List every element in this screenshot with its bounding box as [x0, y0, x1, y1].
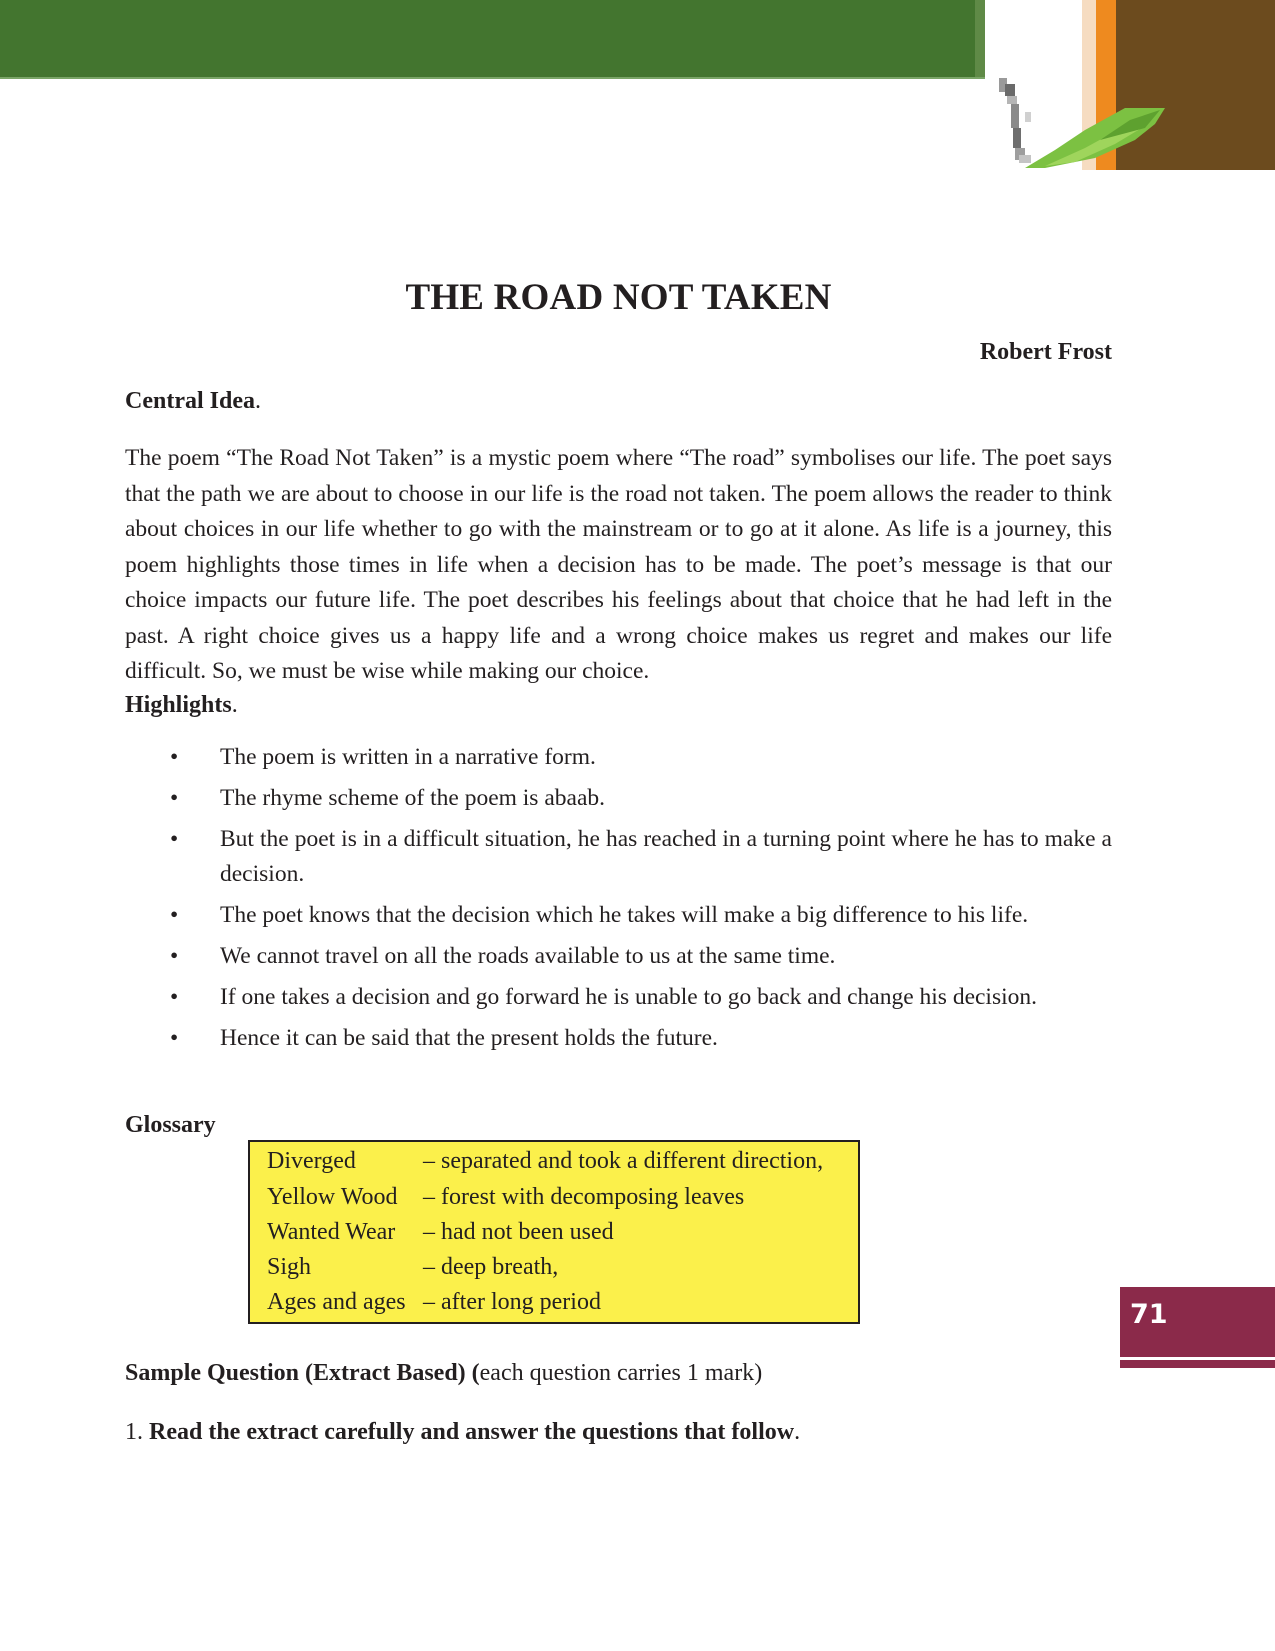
- sprout-leaf-icon: [1025, 108, 1165, 168]
- page-number: 71: [1130, 1299, 1168, 1330]
- list-item-text: But the poet is in a difficult situation, he has reached in a turning point where he has to make a decision.: [220, 826, 1112, 887]
- bullet-icon: •: [170, 826, 179, 852]
- list-item-text: If one takes a decision and go forward he is unable to go back and change his decision.: [220, 984, 1038, 1010]
- list-item: [125, 1021, 1112, 1056]
- glossary-term: Sigh: [267, 1254, 312, 1280]
- page-number-tab: [1120, 1287, 1275, 1357]
- sample-question-bold: Sample Question (Extract Based) (: [125, 1360, 480, 1386]
- list-item: [125, 781, 1112, 816]
- list-item-text: The rhyme scheme of the poem is abaab.: [220, 785, 605, 811]
- header-green-bar: [0, 0, 985, 77]
- page-number-underline: [1120, 1360, 1275, 1368]
- glossary-row: [267, 1184, 744, 1211]
- header-divider-line: [0, 77, 985, 79]
- central-idea-heading-suffix: .: [254, 388, 261, 414]
- glossary-term: Wanted Wear: [267, 1219, 396, 1245]
- list-item: [125, 898, 1112, 933]
- bullet-icon: •: [170, 984, 179, 1010]
- glossary-row: [267, 1219, 614, 1246]
- question-number: 1.: [125, 1419, 149, 1445]
- glossary-term: Ages and ages: [267, 1289, 406, 1315]
- glossary-row: [267, 1148, 823, 1175]
- bullet-icon: •: [170, 785, 179, 811]
- question-instruction: Read the extract carefully and answer the questions that follow: [149, 1419, 795, 1445]
- highlights-heading: [125, 692, 238, 719]
- question-1: [125, 1419, 800, 1446]
- bullet-icon: •: [170, 902, 179, 928]
- list-item: [125, 939, 1112, 974]
- highlights-heading-suffix: .: [231, 692, 238, 718]
- bullet-icon: •: [170, 1025, 179, 1051]
- highlights-list: [125, 740, 1112, 1062]
- glossary-box: [248, 1140, 860, 1324]
- list-item: [125, 740, 1112, 775]
- sprout-stem-icon: [999, 78, 1031, 163]
- list-item-text: Hence it can be said that the present holds the future.: [220, 1025, 718, 1051]
- glossary-definition: – forest with decomposing leaves: [423, 1184, 745, 1210]
- list-item: [125, 980, 1112, 1015]
- author-name: Robert Frost: [979, 339, 1112, 365]
- header-green-bar-edge: [975, 0, 985, 77]
- glossary-definition: – after long period: [423, 1289, 601, 1315]
- question-suffix: .: [794, 1419, 801, 1445]
- glossary-term: Diverged: [267, 1148, 356, 1174]
- list-item-text: The poem is written in a narrative form.: [220, 744, 596, 770]
- central-idea-heading: [125, 388, 261, 415]
- glossary-row: [267, 1254, 558, 1281]
- central-idea-paragraph: The poem “The Road Not Taken” is a mystic poem where “The road” symbolises our life. The poet says that the path we are about to choose in our life is the road not taken. The poem allows the reader to think about choices in our life whether to go with the mainstream or to go at it alone. As life is a journey, this poem highlights those times in life when a decision has to be made. The poet’s message is that our choice impacts our future life. The poet describes his feelings about that choice that he had left in the past. A right choice gives us a happy life and a wrong choice makes us regret and makes our life difficult. So, we must be wise while making our choice.: [125, 445, 1112, 684]
- list-item-text: We cannot travel on all the roads available to us at the same time.: [220, 943, 836, 969]
- sample-question-heading: [125, 1360, 762, 1387]
- central-idea-heading-text: Central Idea: [125, 388, 255, 414]
- bullet-icon: •: [170, 943, 179, 969]
- glossary-definition: – deep breath,: [423, 1254, 559, 1280]
- header-sprout-logo-icon: [985, 0, 1275, 170]
- page-title: THE ROAD NOT TAKEN: [405, 277, 832, 318]
- glossary-term: Yellow Wood: [267, 1184, 398, 1210]
- glossary-definition: – separated and took a different direction,: [423, 1148, 824, 1174]
- list-item-text: The poet knows that the decision which he takes will make a big difference to his life.: [220, 902, 1029, 928]
- bullet-icon: •: [170, 744, 179, 770]
- list-item: [125, 822, 1112, 892]
- glossary-definition: – had not been used: [423, 1219, 614, 1245]
- glossary-row: [267, 1289, 601, 1316]
- glossary-heading: [125, 1112, 216, 1139]
- glossary-heading-text: Glossary: [125, 1112, 216, 1138]
- sample-question-note: each question carries 1 mark): [479, 1360, 763, 1386]
- highlights-heading-text: Highlights: [125, 692, 232, 718]
